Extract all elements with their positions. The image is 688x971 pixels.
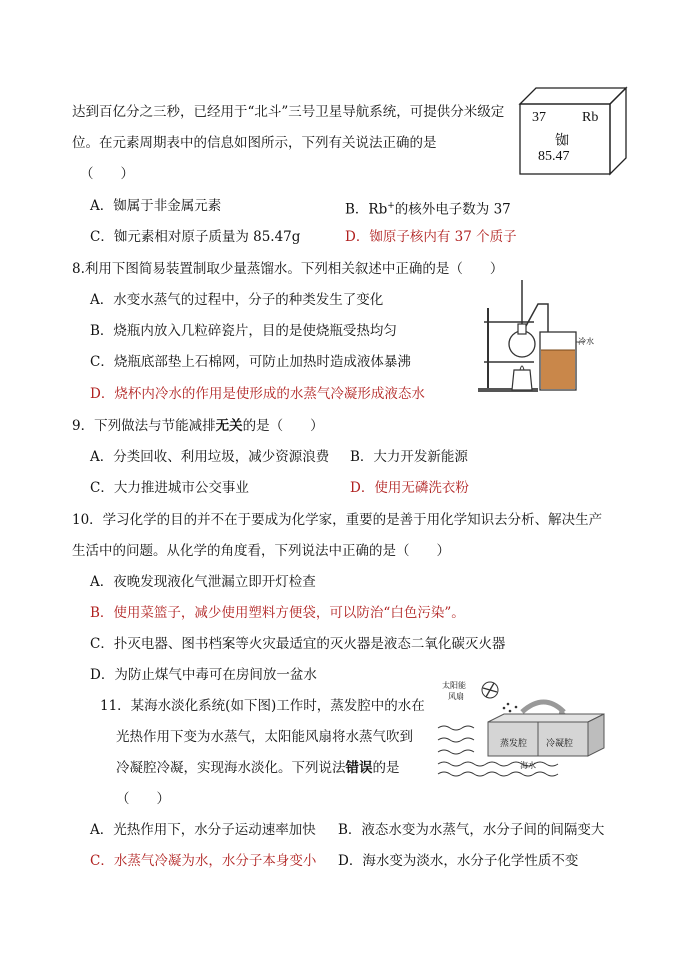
desalination-diagram [434,678,614,778]
q7-option-d: D．铷原子核内有 37 个质子 [345,229,517,245]
q11-stem-line3: 冷凝腔冷凝，实现海水淡化。下列说法错误的是 [116,760,400,776]
q9-option-b: B．大力开发新能源 [350,449,468,465]
q8-option-d: D．烧杯内冷水的作用是使形成的水蒸气冷凝形成液态水 [90,386,425,402]
q7-line1: 达到百亿分之三秒，已经用于“北斗”三号卫星导航系统，可提供分米级定 [72,104,505,120]
element-mass: 85.47 [538,149,570,164]
distillation-apparatus-diagram [474,278,594,398]
cold-water-label: 冷水 [578,337,594,346]
q10-option-a: A．夜晚发现液化气泄漏立即开灯检查 [90,574,316,590]
element-symbol: Rb [582,110,599,125]
element-atomic-number: 37 [532,110,546,125]
q9-option-d: D．使用无磷洗衣粉 [350,480,469,496]
q8-option-b: B．烧瓶内放入几粒碎瓷片，目的是使烧瓶受热均匀 [90,323,397,339]
q11-option-c: C．水蒸气冷凝为水，水分子本身变小 [90,853,317,869]
q11-stem-line2: 光热作用下变为水蒸气，太阳能风扇将水蒸气吹到 [116,729,413,745]
periodic-element-box [518,86,628,176]
q7-option-b: B．Rb+的核外电子数为 37 [345,201,511,218]
q7-line2: 位。在元素周期表中的信息如图所示，下列有关说法正确的是 [72,135,437,151]
q11-option-a: A．光热作用下，水分子运动速率加快 [90,822,316,838]
element-cube-outline [518,86,628,176]
q9-stem: 9．下列做法与节能减排无关的是（ ） [72,418,324,434]
q8-option-c: C．烧瓶底部垫上石棉网，可防止加热时造成液体暴沸 [90,354,411,370]
fan-label-1: 太阳能 [442,681,466,690]
condensation-chamber-label: 冷凝腔 [546,739,574,749]
q10-option-d: D．为防止煤气中毒可在房间放一盆水 [90,667,317,683]
q8-option-a: A．水变水蒸气的过程中，分子的种类发生了变化 [90,292,384,308]
q10-option-c: C．扑灭电器、图书档案等火灾最适宜的灭火器是液态二氧化碳灭火器 [90,636,506,652]
q7-answer-paren: （ ） [80,166,134,182]
q11-option-b: B．液态水变为水蒸气，水分子间的间隔变大 [338,822,605,838]
q11-answer-paren: （ ） [116,791,170,807]
q7-option-a: A．铷属于非金属元素 [90,198,222,214]
q9-option-c: C．大力推进城市公交事业 [90,480,249,496]
q11-stem-line1: 11．某海水淡化系统(如下图)工作时，蒸发腔中的水在 [100,698,425,714]
q10-stem-line2: 生活中的问题。从化学的角度看，下列说法中正确的是（ ） [72,543,450,559]
evaporation-chamber-label: 蒸发腔 [500,739,528,749]
q9-option-a: A．分类回收、利用垃圾，减少资源浪费 [90,449,330,465]
seawater-label: 海水 [520,761,536,770]
fan-label-2: 风扇 [448,692,464,701]
q7-option-c: C．铷元素相对原子质量为 85.47g [90,229,301,245]
q10-stem-line1: 10．学习化学的目的并不在于要成为化学家，重要的是善于用化学知识去分析、解决生产 [72,512,603,528]
q11-option-d: D．海水变为淡水，水分子化学性质不变 [338,853,579,869]
element-name: 铷 [555,133,569,149]
q10-option-b: B．使用菜篮子，减少使用塑料方便袋，可以防治“白色污染”。 [90,605,465,621]
q8-stem: 8.利用下图简易装置制取少量蒸馏水。下列相关叙述中正确的是（ ） [72,261,504,277]
